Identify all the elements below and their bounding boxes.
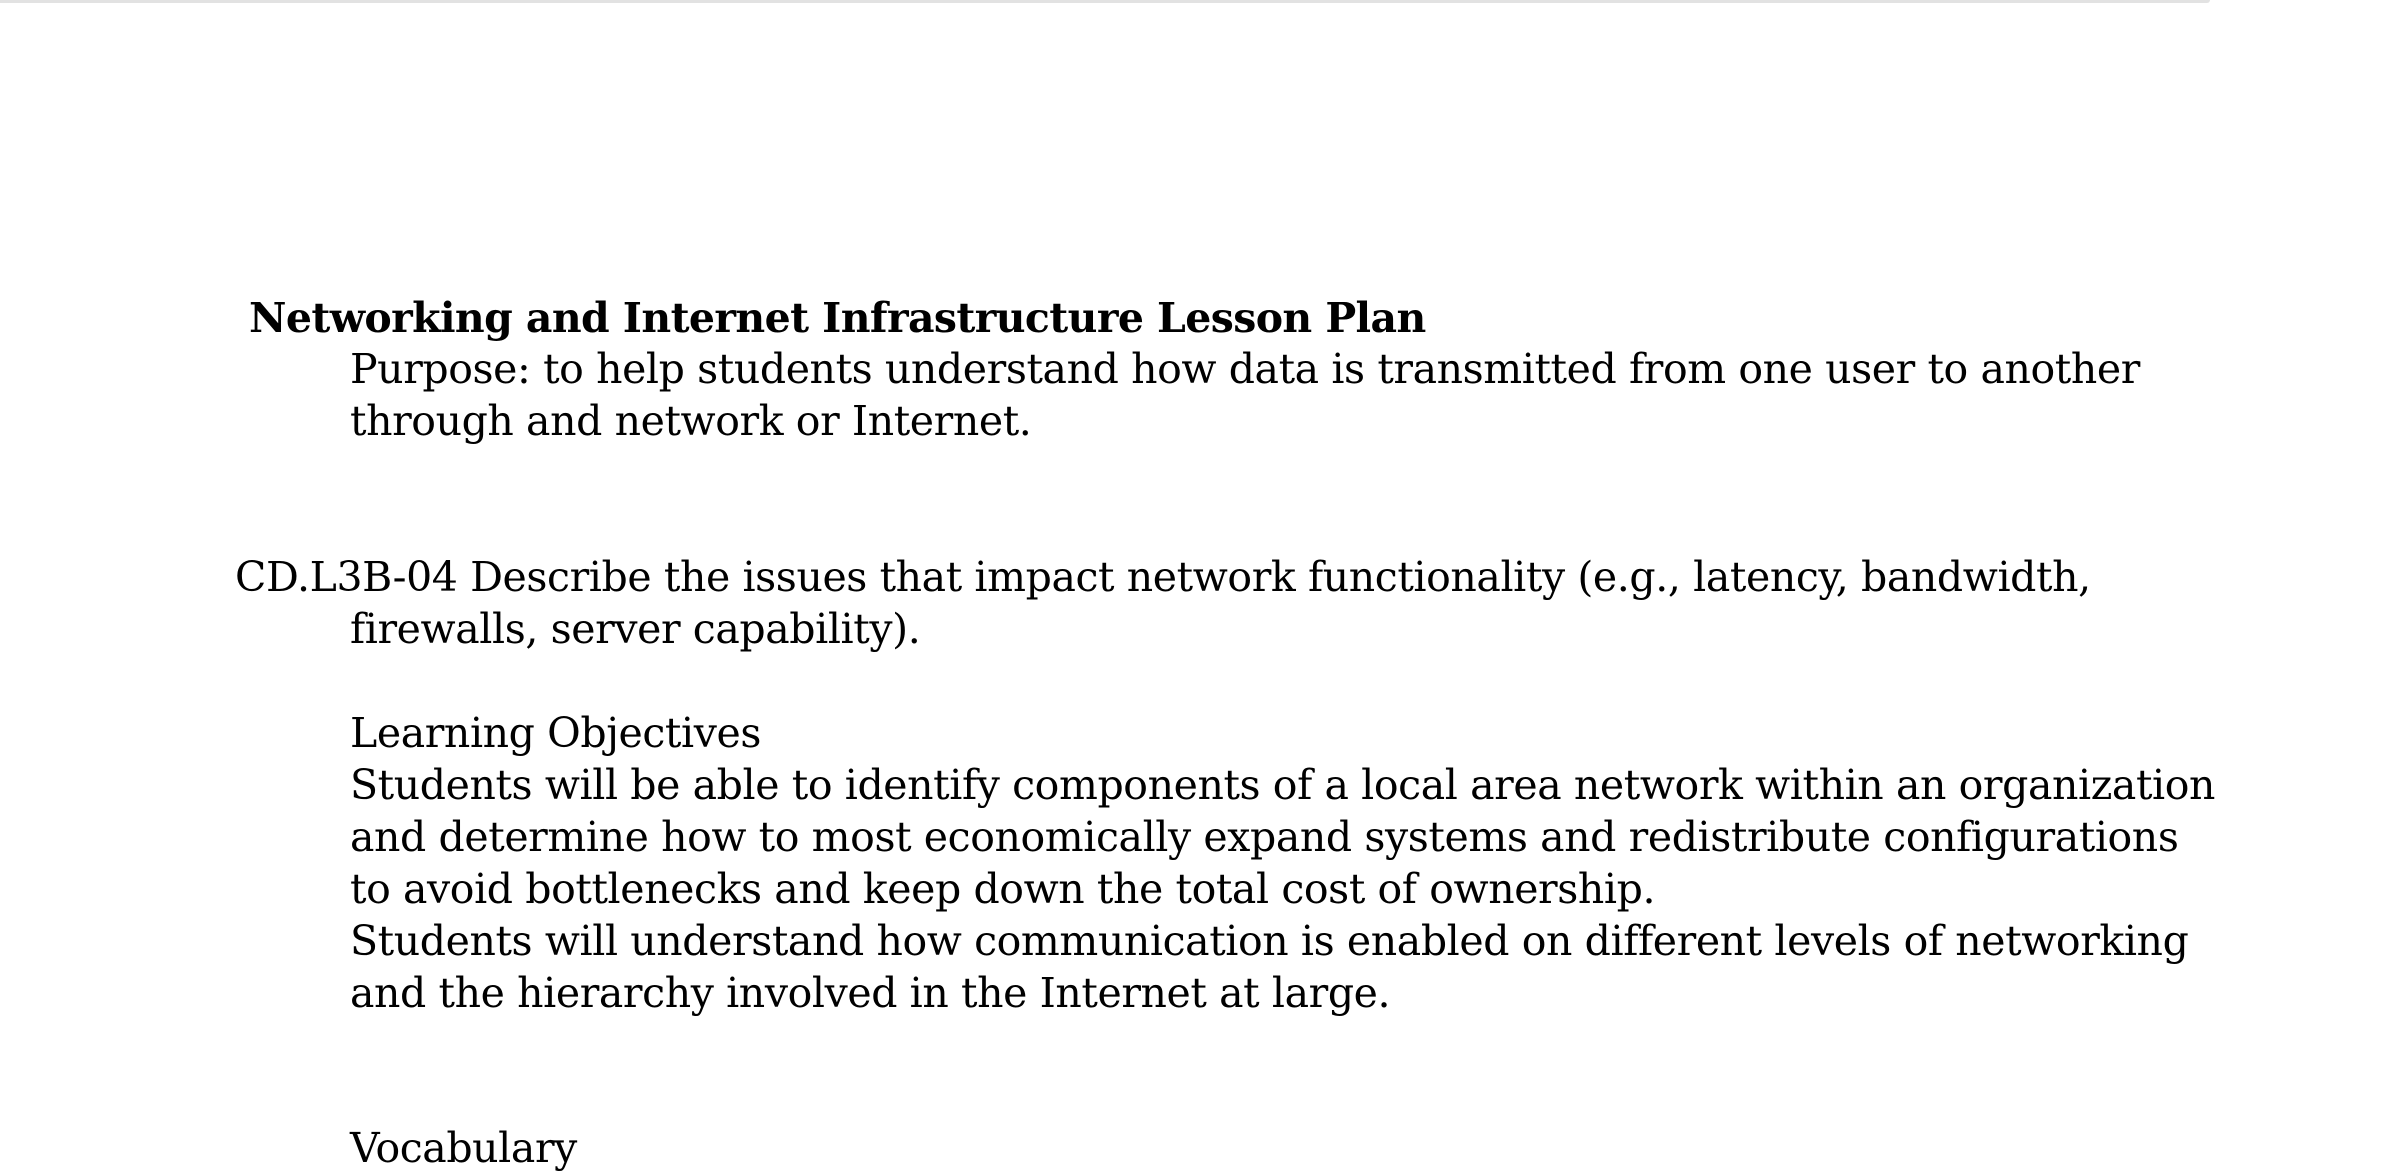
objective-2-line-1: Students will understand how communication is enabled on different levels of networking	[350, 917, 2189, 965]
objectives-heading: Learning Objectives	[350, 709, 761, 757]
purpose-line-1: Purpose: to help students understand how data is transmitted from one user to another	[350, 345, 2140, 393]
objective-1-line-3: to avoid bottlenecks and keep down the total cost of ownership.	[350, 865, 1656, 913]
objective-2-line-2: and the hierarchy involved in the Internet at large.	[350, 969, 1391, 1017]
objective-1-line-2: and determine how to most economically expand systems and redistribute configurations	[350, 813, 2179, 861]
vocabulary-heading: Vocabulary	[350, 1124, 577, 1172]
document-title: Networking and Internet Infrastructure Lesson Plan	[249, 294, 1426, 342]
purpose-line-2: through and network or Internet.	[350, 397, 1032, 445]
standard-line-2: firewalls, server capability).	[350, 605, 921, 653]
objective-1-line-1: Students will be able to identify components of a local area network within an organization	[350, 761, 2216, 809]
standard-line-1: CD.L3B-04 Describe the issues that impact network functionality (e.g., latency, bandwidth,	[235, 553, 2091, 601]
